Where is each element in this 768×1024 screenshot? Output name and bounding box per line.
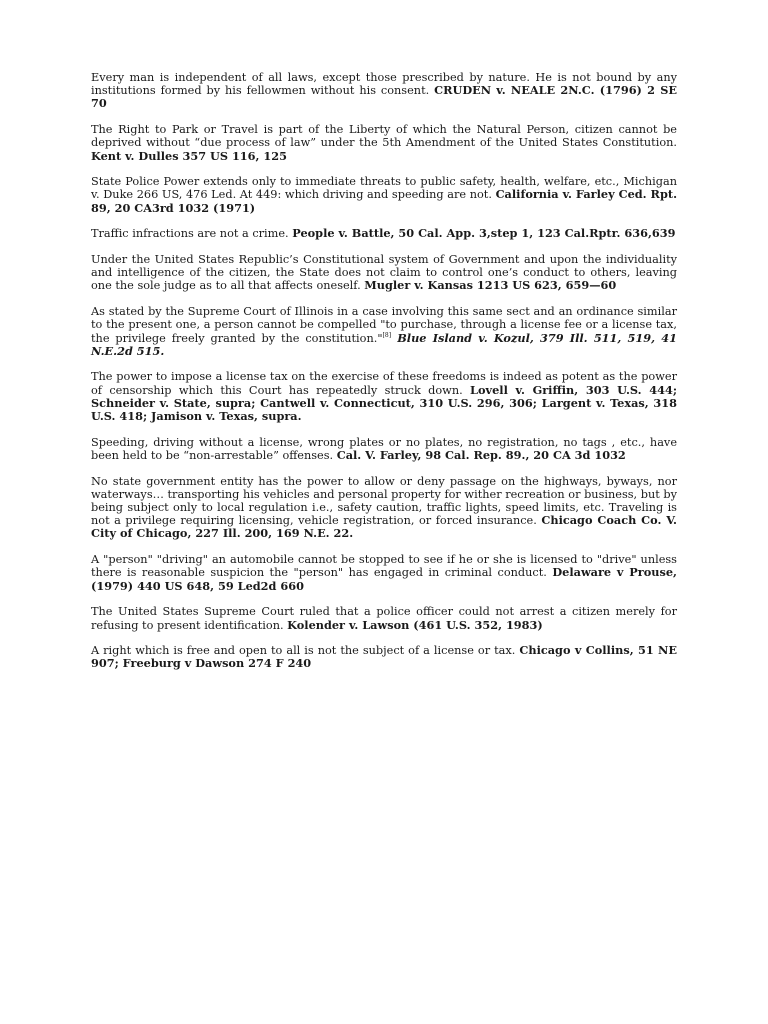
case-citation: Chicago Coach Co. V. City of Chicago, 227 Ill. 200, 169 N.E. 22. <box>91 513 677 541</box>
paragraph <box>91 175 677 215</box>
case-citation: Kolender v. Lawson (461 U.S. 352, 1983) <box>287 617 543 632</box>
case-citation: California v. Farley Ced. Rpt. 89, 20 CA3rd 1032 (1971) <box>91 187 678 215</box>
paragraph-text: A right which is free and open to all is not the subject of a license or tax. <box>91 644 520 658</box>
document-page <box>91 71 677 683</box>
case-citation: Kent v. Dulles 357 US 116, 125 <box>91 148 287 163</box>
paragraph-text: A "person" "driving" an automobile cannot be stopped to see if he or she is licensed to "drive" unless there is reasonable suspicion the "person" has engaged in criminal conduct. <box>91 553 677 580</box>
paragraph-text: No state government entity has the power to allow or deny passage on the highways, byways, nor waterways… transporting his vehicles and personal property for wither recreation or business, but by being subject only to local regulation i.e., safety caution, traffic lights, speed limits, etc. Traveling is not a privilege requiring licensing, vehicle registration, or forced insurance. <box>91 474 677 528</box>
paragraph <box>91 436 677 462</box>
paragraph-text: The United States Supreme Court ruled that a police officer could not arrest a citizen merely for refusing to present identification. <box>91 605 677 632</box>
case-citation: People v. Battle, 50 Cal. App. 3,step 1, 123 Cal.Rptr. 636,639 <box>292 226 676 241</box>
paragraph-text: The Right to Park or Travel is part of the Liberty of which the Natural Person, citizen cannot be deprived without “due process of law” under the 5th Amendment of the United States Constitution. <box>91 123 677 150</box>
paragraph <box>91 475 677 541</box>
paragraph-text: Every man is independent of all laws, except those prescribed by nature. He is not bound by any institutions formed by his fellowmen without his consent. <box>91 71 677 98</box>
paragraph <box>91 553 677 593</box>
paragraph-text: Under the United States Republic’s Constitutional system of Government and upon the individuality and intelligence of the citizen, the State does not claim to control one’s conduct to others, leaving one the sole judge as to all that affects oneself. <box>91 253 677 293</box>
paragraph <box>91 227 677 240</box>
paragraph <box>91 71 677 111</box>
paragraph <box>91 123 677 163</box>
paragraph-text: The power to impose a license tax on the exercise of these freedoms is indeed as potent as the power of censorship which this Court has repeatedly struck down. <box>91 370 677 397</box>
case-citation: Blue Island v. Kozul, 379 Ill. 511, 519, 41 N.E.2d 515. <box>91 330 677 358</box>
paragraph <box>91 644 677 670</box>
paragraph-text: As stated by the Supreme Court of Illinois in a case involving this same sect and an ordinance similar to the present one, a person cannot be compelled "to purchase, through a license fee or a license tax, the privilege freely granted by the constitution." <box>91 305 677 345</box>
paragraph-text: Traffic infractions are not a crime. <box>91 227 293 241</box>
paragraph <box>91 305 677 358</box>
paragraph-text: Speeding, driving without a license, wrong plates or no plates, no registration, no tags , etc., have been held to be “non-arrestable” offenses. <box>91 435 677 462</box>
case-citation: Mugler v. Kansas 1213 US 623, 659—60 <box>364 278 617 293</box>
footnote-marker: [8] <box>382 331 392 339</box>
case-citation: Cal. V. Farley, 98 Cal. Rep. 89., 20 CA 3d 1032 <box>336 447 626 462</box>
paragraph <box>91 253 677 293</box>
paragraph <box>91 605 677 631</box>
case-citation: Lovell v. Griffin, 303 U.S. 444; Schneider v. State, supra; Cantwell v. Connecticut, 310 U.S. 296, 306; Largent v. Texas, 318 U.S. 418; Jamison v. Texas, supra. <box>91 382 677 424</box>
case-citation: Chicago v Collins, 51 NE 907; Freeburg v Dawson 274 F 240 <box>91 643 677 671</box>
paragraph <box>91 370 677 423</box>
paragraph-text: State Police Power extends only to immediate threats to public safety, health, welfare, etc., Michigan v. Duke 266 US, 476 Led. At 449: which driving and speeding are not. <box>91 175 677 202</box>
case-citation: CRUDEN v. NEALE 2N.C. (1796) 2 SE 70 <box>91 83 678 111</box>
case-citation: Delaware v Prouse, (1979) 440 US 648, 59 Led2d 660 <box>91 565 677 593</box>
